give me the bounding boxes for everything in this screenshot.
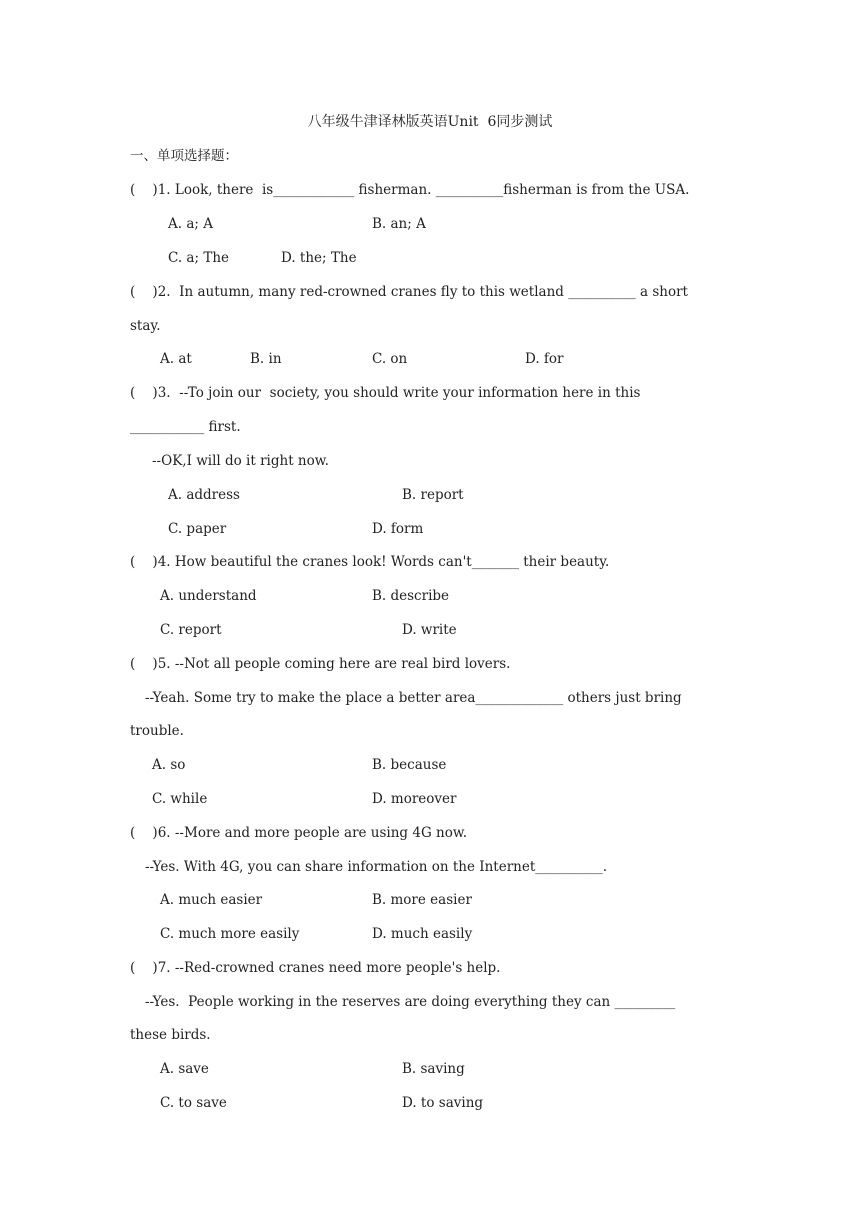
question-1-stem: ( )1. Look, there is____________ fisherman. __________fisherman is from the USA.: [130, 182, 690, 198]
question-7-option-d: D. to saving: [402, 1095, 484, 1111]
question-7-reply-continued: these birds.: [130, 1027, 211, 1043]
question-7-option-b: B. saving: [402, 1061, 465, 1077]
question-5-stem: ( )5. --Not all people coming here are real bird lovers.: [130, 656, 511, 672]
question-7-stem: ( )7. --Red-crowned cranes need more people's help.: [130, 960, 501, 976]
question-6-reply: --Yes. With 4G, you can share information on the Internet__________.: [145, 859, 608, 875]
question-2-option-d: D. for: [525, 351, 564, 367]
question-2-stem: ( )2. In autumn, many red-crowned cranes fly to this wetland __________ a short: [130, 284, 688, 300]
question-1-option-a: A. a; A: [168, 216, 213, 232]
question-5-option-b: B. because: [372, 757, 447, 773]
question-5-option-d: D. moreover: [372, 791, 457, 807]
question-6-option-b: B. more easier: [372, 892, 472, 908]
document-title: 八年级牛津译林版英语Unit 6同步测试: [307, 114, 553, 130]
question-4-option-d: D. write: [402, 622, 457, 638]
question-6-stem: ( )6. --More and more people are using 4G now.: [130, 825, 468, 841]
question-2-option-c: C. on: [372, 351, 408, 367]
question-6-option-d: D. much easily: [372, 926, 473, 942]
question-7-option-a: A. save: [160, 1061, 209, 1077]
question-5-option-c: C. while: [152, 791, 208, 807]
question-6-option-c: C. much more easily: [160, 926, 300, 942]
question-2-option-b: B. in: [250, 351, 282, 367]
question-4-option-b: B. describe: [372, 588, 450, 604]
question-4-stem: ( )4. How beautiful the cranes look! Words can't_______ their beauty.: [130, 554, 610, 570]
question-2-option-a: A. at: [160, 351, 192, 367]
question-3-stem: ( )3. --To join our society, you should write your information here in this: [130, 385, 641, 401]
question-2-stem-continued: stay.: [130, 318, 161, 334]
question-3-option-a: A. address: [168, 487, 240, 503]
question-4-option-a: A. understand: [160, 588, 257, 604]
question-7-reply: --Yes. People working in the reserves are doing everything they can _________: [145, 994, 676, 1010]
question-5-reply: --Yeah. Some try to make the place a better area_____________ others just bring: [145, 690, 682, 706]
section-heading: 一、单项选择题：: [130, 148, 238, 164]
question-1-option-b: B. an; A: [372, 216, 426, 232]
question-6-option-a: A. much easier: [160, 892, 263, 908]
question-5-option-a: A. so: [152, 757, 186, 773]
question-7-option-c: C. to save: [160, 1095, 227, 1111]
question-4-option-c: C. report: [160, 622, 222, 638]
question-3-option-d: D. form: [372, 521, 424, 537]
question-3-option-b: B. report: [402, 487, 464, 503]
question-3-stem-continued: ___________ first.: [130, 419, 241, 435]
question-5-reply-continued: trouble.: [130, 723, 184, 739]
question-3-option-c: C. paper: [168, 521, 227, 537]
question-1-option-c: C. a; The: [168, 250, 230, 266]
question-1-option-d: D. the; The: [281, 250, 357, 266]
question-3-reply: --OK,I will do it right now.: [152, 453, 329, 469]
